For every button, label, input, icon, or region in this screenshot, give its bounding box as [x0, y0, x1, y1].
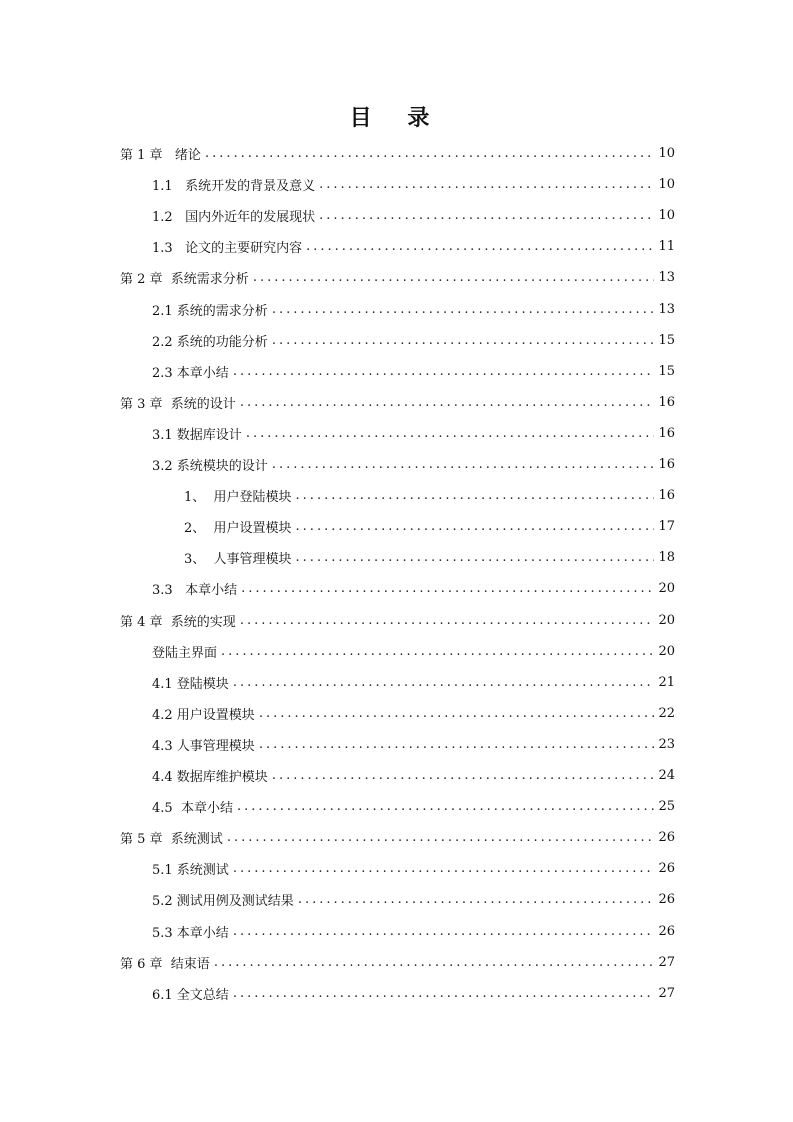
toc-entry[interactable]: [0, 325, 793, 356]
toc-entry[interactable]: [0, 916, 793, 947]
dot-leader: [296, 550, 655, 565]
toc-entry-page-number: 20: [658, 643, 675, 659]
toc-entry-page-number: 11: [658, 239, 675, 255]
toc-entry[interactable]: [0, 947, 793, 978]
toc-entry-page-number: 16: [658, 457, 675, 472]
toc-entry-page-number: 23: [658, 736, 675, 752]
toc-entry-label: 3.2 系统模块的设计: [152, 459, 268, 474]
toc-entry-label: 1、 用户登陆模块: [184, 490, 292, 506]
dot-leader: [296, 488, 655, 503]
dot-leader: [205, 146, 655, 161]
dot-leader: [240, 613, 655, 628]
toc-entry-page-number: 10: [658, 146, 675, 161]
toc-entry[interactable]: [0, 449, 793, 480]
dot-leader: [240, 395, 655, 410]
dot-leader: [214, 955, 655, 970]
dot-leader: [272, 768, 655, 783]
dot-leader: [319, 177, 654, 192]
toc-entry-page-number: 16: [658, 425, 675, 441]
toc-entry[interactable]: [0, 200, 793, 231]
toc-entry-label: 5.2 测试用例及测试结果: [152, 894, 294, 910]
toc-entry-page-number: 26: [658, 861, 675, 877]
toc-entry-label: 3.1 数据库设计: [152, 427, 242, 443]
toc-entry[interactable]: [0, 978, 793, 1009]
toc-entry-page-number: 13: [658, 301, 675, 317]
dot-leader: [221, 644, 654, 659]
toc-entry[interactable]: [0, 636, 793, 667]
toc-entry-label: 第 2 章 系统需求分析: [120, 272, 249, 288]
toc-entry-label: 5.3 本章小结: [152, 925, 229, 941]
toc-entry-page-number: 27: [658, 985, 675, 1001]
toc-entry[interactable]: [0, 822, 793, 853]
toc-entry-label: 5.1 系统测试: [152, 863, 229, 879]
toc-entry-label: 4.3 人事管理模块: [152, 738, 255, 754]
toc-entry[interactable]: [0, 169, 793, 200]
toc-entry-page-number: 16: [658, 488, 675, 504]
toc-entry[interactable]: [0, 262, 793, 293]
toc-entry[interactable]: [0, 884, 793, 915]
toc-entry[interactable]: [0, 760, 793, 791]
toc-entry-label: 第 1 章 绪论: [120, 148, 201, 163]
toc-entry-label: 1.3 论文的主要研究内容: [152, 241, 303, 257]
toc-entry-label: 4.4 数据库维护模块: [152, 770, 268, 785]
dot-leader: [233, 861, 655, 876]
toc-entry[interactable]: [0, 573, 793, 604]
toc-entry-page-number: 27: [658, 954, 675, 970]
toc-entry-page-number: 26: [658, 923, 675, 939]
toc-entry-label: 3、 人事管理模块: [184, 552, 292, 568]
toc-entry-page-number: 13: [658, 270, 675, 286]
toc-entry[interactable]: [0, 387, 793, 418]
dot-leader: [319, 208, 654, 223]
toc-entry-label: 第 5 章 系统测试: [120, 832, 223, 848]
toc-entry-label: 2.1 系统的需求分析: [152, 303, 268, 319]
dot-leader: [237, 799, 655, 814]
toc-entry-label: 4.5 本章小结: [152, 801, 233, 817]
dot-leader: [296, 519, 655, 534]
toc-entry-label: 2.3 本章小结: [152, 365, 229, 381]
toc-entry-label: 4.1 登陆模块: [152, 676, 229, 692]
toc-entry-page-number: 10: [658, 208, 675, 224]
dot-leader: [246, 426, 655, 441]
toc-entry-page-number: 10: [658, 177, 675, 193]
toc-entry-page-number: 21: [658, 674, 675, 690]
dot-leader: [272, 302, 655, 317]
toc-entry-page-number: 17: [658, 519, 675, 535]
dot-leader: [259, 737, 655, 752]
toc-entry-label: 6.1 全文总结: [152, 987, 229, 1003]
toc-entry-label: 2.2 系统的功能分析: [152, 334, 268, 350]
toc-entry[interactable]: [0, 511, 793, 542]
toc-entry-page-number: 16: [658, 394, 675, 410]
toc-entry-label: 3.3 本章小结: [152, 583, 238, 599]
toc-entry-page-number: 18: [658, 550, 675, 566]
toc-entry-page-number: 15: [658, 363, 675, 379]
toc-entry-page-number: 22: [658, 705, 675, 721]
toc-entry-page-number: 20: [658, 612, 675, 628]
toc-entry-page-number: 26: [658, 830, 675, 846]
toc-entry[interactable]: [0, 605, 793, 636]
toc-entry-label: 2、 用户设置模块: [184, 521, 292, 537]
toc-entry-label: 1.1 系统开发的背景及意义: [152, 179, 316, 195]
toc-entry-page-number: 25: [658, 799, 675, 815]
dot-leader: [233, 675, 655, 690]
dot-leader: [272, 457, 655, 472]
toc-entry[interactable]: [0, 542, 793, 573]
toc-entry[interactable]: [0, 791, 793, 822]
dot-leader: [241, 581, 654, 596]
dot-leader: [259, 706, 655, 721]
toc-entry-page-number: 24: [658, 768, 675, 783]
dot-leader: [233, 364, 655, 379]
dot-leader: [298, 892, 655, 907]
toc-entry[interactable]: [0, 138, 793, 169]
toc-entry[interactable]: [0, 294, 793, 325]
toc-entry[interactable]: [0, 667, 793, 698]
toc-entry[interactable]: [0, 853, 793, 884]
toc-entry-label: 第 6 章 结束语: [120, 956, 210, 972]
toc-entry-page-number: 15: [658, 332, 675, 348]
toc-entry[interactable]: [0, 356, 793, 387]
toc-entry-page-number: 26: [658, 892, 675, 908]
dot-leader: [253, 270, 655, 285]
toc-entry[interactable]: [0, 418, 793, 449]
dot-leader: [233, 986, 655, 1001]
toc-entry-label: 1.2 国内外近年的发展现状: [152, 210, 316, 226]
toc-entry-label: 登陆主界面: [152, 645, 218, 661]
dot-leader: [306, 239, 654, 254]
dot-leader: [227, 830, 655, 845]
dot-leader: [233, 924, 655, 939]
toc-entry[interactable]: [0, 480, 793, 511]
toc-entry[interactable]: [0, 231, 793, 262]
toc-entry-label: 4.2 用户设置模块: [152, 707, 255, 723]
dot-leader: [272, 333, 655, 348]
toc-entry[interactable]: [0, 698, 793, 729]
toc-entry-label: 第 4 章 系统的实现: [120, 614, 236, 630]
toc-entry-page-number: 20: [658, 581, 675, 597]
toc-entry-label: 第 3 章 系统的设计: [120, 396, 236, 412]
toc-entry[interactable]: [0, 729, 793, 760]
toc-title: 目 录: [349, 106, 444, 131]
